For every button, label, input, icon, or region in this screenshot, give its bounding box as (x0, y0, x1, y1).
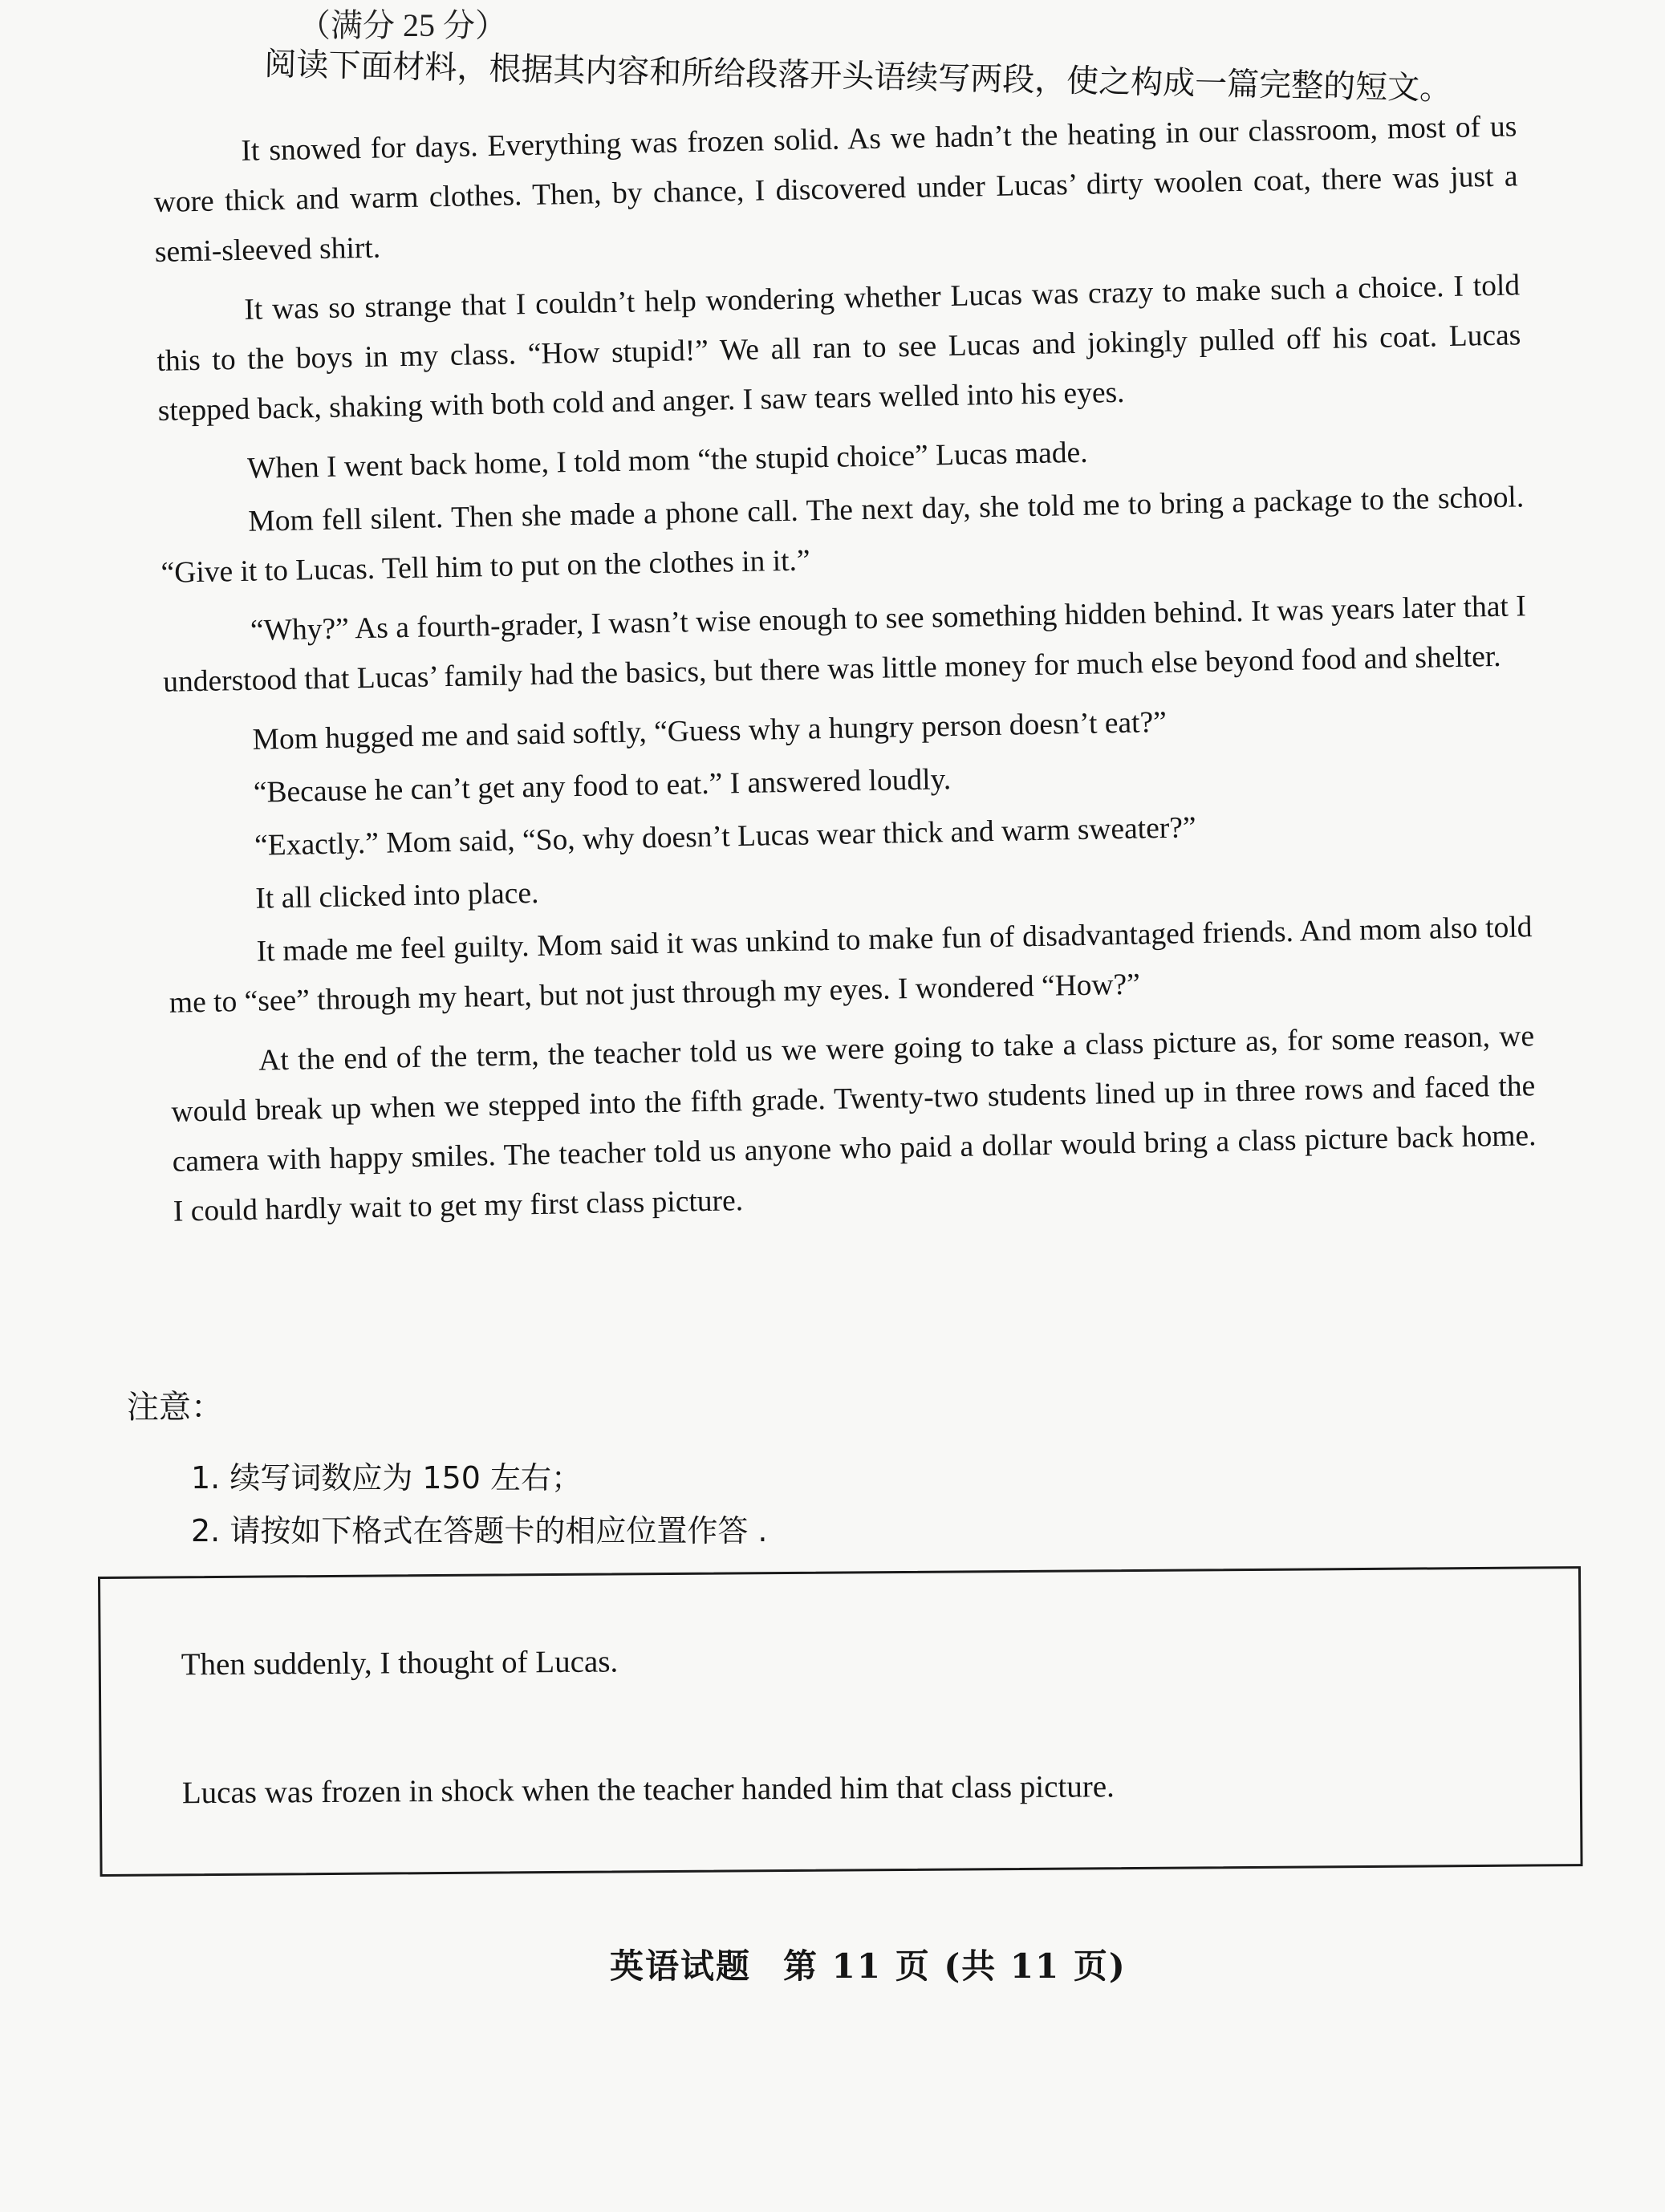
footer-page-number: 第 11 页 (共 11 页) (783, 1946, 1127, 1986)
passage-paragraph: It made me feel guilty. Mom said it was unkind to make fun of disadvantaged friends. And mom also told me to “see” through my heart, but not just through my eyes. I wondered “How?” (169, 911, 1533, 1020)
passage-paragraph: “Exactly.” Mom said, “So, why doesn’t Lucas wear thick and warm sweater?” (254, 811, 1196, 862)
passage-paragraph: “Why?” As a fourth-grader, I wasn’t wise enough to see something hidden behind. It was years later that I understood that Lucas’ family had the basics, but there was little money for much else beyond food and shelter. (162, 590, 1527, 699)
paragraph-opener-1: Then suddenly, I thought of Lucas. (181, 1644, 619, 1682)
passage-paragraph: Mom fell silent. Then she made a phone call. The next day, she told me to bring a package to the school. “Give it to Lucas. Tell him to put on the clothes in it.” (160, 481, 1525, 590)
answer-format-box (98, 1566, 1583, 1877)
passage-paragraph: “Because he can’t get any food to eat.” I answered loudly. (253, 763, 952, 810)
passage-paragraph: It all clicked into place. (255, 876, 539, 915)
passage-paragraph: When I went back home, I told mom “the stupid choice” Lucas made. (246, 436, 1088, 485)
paragraph-opener-2: Lucas was frozen in shock when the teacher handed him that class picture. (181, 1769, 1115, 1811)
score-note: （满分 25 分） (298, 7, 507, 43)
notes-title: 注意： (127, 1389, 223, 1426)
task-instruction: 阅读下面材料，根据其内容和所给段落开头语续写两段，使之构成一篇完整的短文。 (263, 45, 1452, 107)
footer-subject: 英语试题 (610, 1946, 752, 1986)
notes-section (127, 1382, 1170, 1557)
passage-paragraph: It snowed for days. Everything was frozen solid. As we hadn’t the heating in our classroom, most of us wore thick and warm clothes. Then, by chance, I discovered under Lucas’ dirty woolen coat, there was just a semi-sleeved shirt. (153, 110, 1518, 269)
notes-item-answer-format: 2. 请按如下格式在答题卡的相应位置作答 . (191, 1513, 768, 1548)
notes-item-word-count: 1. 续写词数应为 150 左右； (191, 1460, 583, 1496)
passage-paragraph: Mom hugged me and said softly, “Guess why a hungry person doesn’t eat?” (252, 705, 1168, 757)
passage-paragraph: At the end of the term, the teacher told us we were going to take a class picture as, for some reason, we would break up when we stepped into the fifth grade. Twenty-two students lined up in three rows and faced the camera with happy smiles. The teacher told us anyone who paid a dollar would bring a class picture back home. I could hardly wait to get my first class picture. (171, 1020, 1537, 1228)
page-footer (610, 1940, 1127, 1988)
passage-paragraph: It was so strange that I couldn’t help wondering whether Lucas was crazy to make such a choice. I told this to the boys in my class. “How stupid!” We all ran to see Lucas and jokingly pulled off his coat. Lucas stepped back, shaking with both cold and anger. I saw tears welled into his eyes. (156, 269, 1521, 428)
reading-passage (152, 102, 1537, 1246)
